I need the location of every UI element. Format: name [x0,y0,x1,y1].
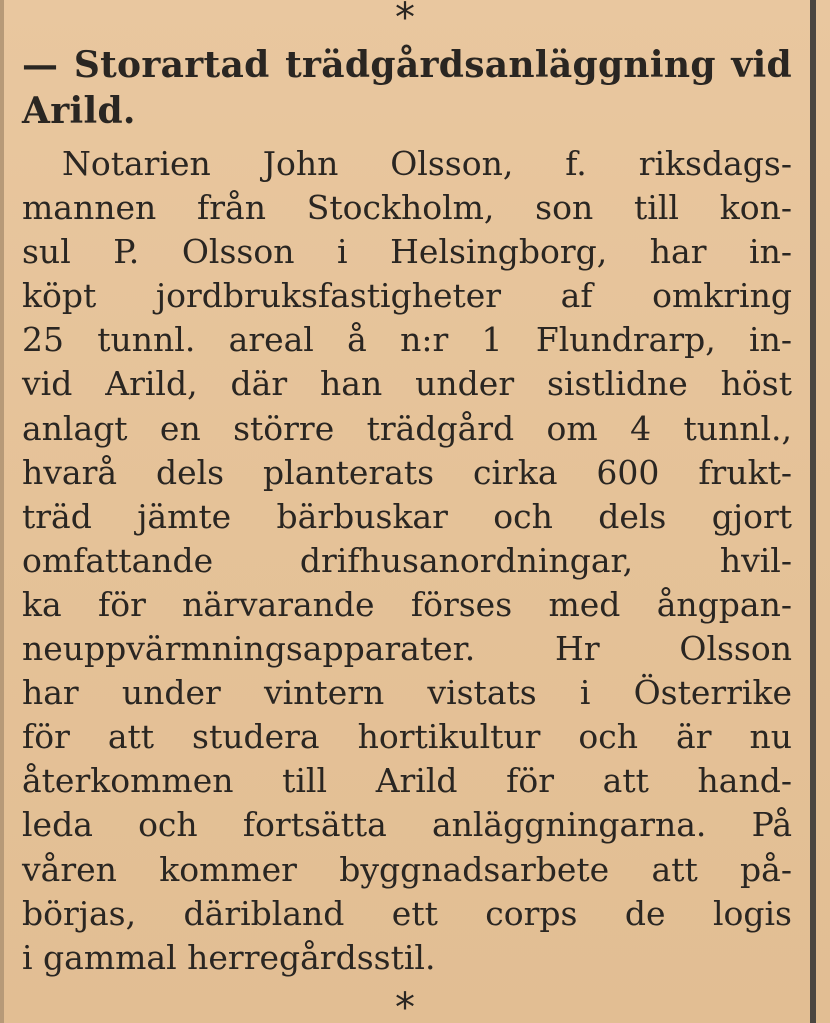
text-line: anlagt en större trädgård om 4 tunnl., [22,408,792,448]
text-line: mannen från Stockholm, son till kon- [22,188,792,228]
text-line: vid Arild, där han under sistlidne höst [22,364,792,404]
column-rule [810,0,816,1023]
text-line: ka för närvarande förses med ångpan- [22,584,792,624]
text-line: har under vintern vistats i Österrike [22,673,792,713]
text-line: leda och fortsätta anläggningarna. På [22,805,792,845]
text-line: börjas, däribland ett corps de logis [22,893,792,933]
text-line: återkommen till Arild för att hand- [22,761,792,801]
text-line: köpt jordbruksfastigheter af omkring [22,276,792,316]
text-line: omfattande drifhusanordningar, hvil- [22,540,792,580]
text-line: Notarien John Olsson, f. riksdags- [62,144,792,183]
text-line: hvarå dels planterats cirka 600 frukt- [22,452,792,492]
text-line: 25 tunnl. areal å n:r 1 Flundrarp, in- [22,320,792,360]
text-line: i gammal herregårdsstil. [22,937,436,977]
text-line: våren kommer byggnadsarbete att på- [22,849,792,889]
asterisk-ornament-icon: * [395,985,415,1023]
text-line: sul P. Olsson i Helsingborg, har in- [22,232,792,272]
asterisk-ornament-icon: * [395,0,415,41]
text-line: neuppvärmningsapparater. Hr Olsson [22,629,792,669]
text-line: träd jämte bärbuskar och dels gjort [22,496,792,536]
article-headline: — Storartad trädgårdsanläggning vid Arild. [22,44,792,132]
text-line: för att studera hortikultur och är nu [22,717,792,757]
page-edge [0,0,4,1023]
article-body [22,142,792,980]
